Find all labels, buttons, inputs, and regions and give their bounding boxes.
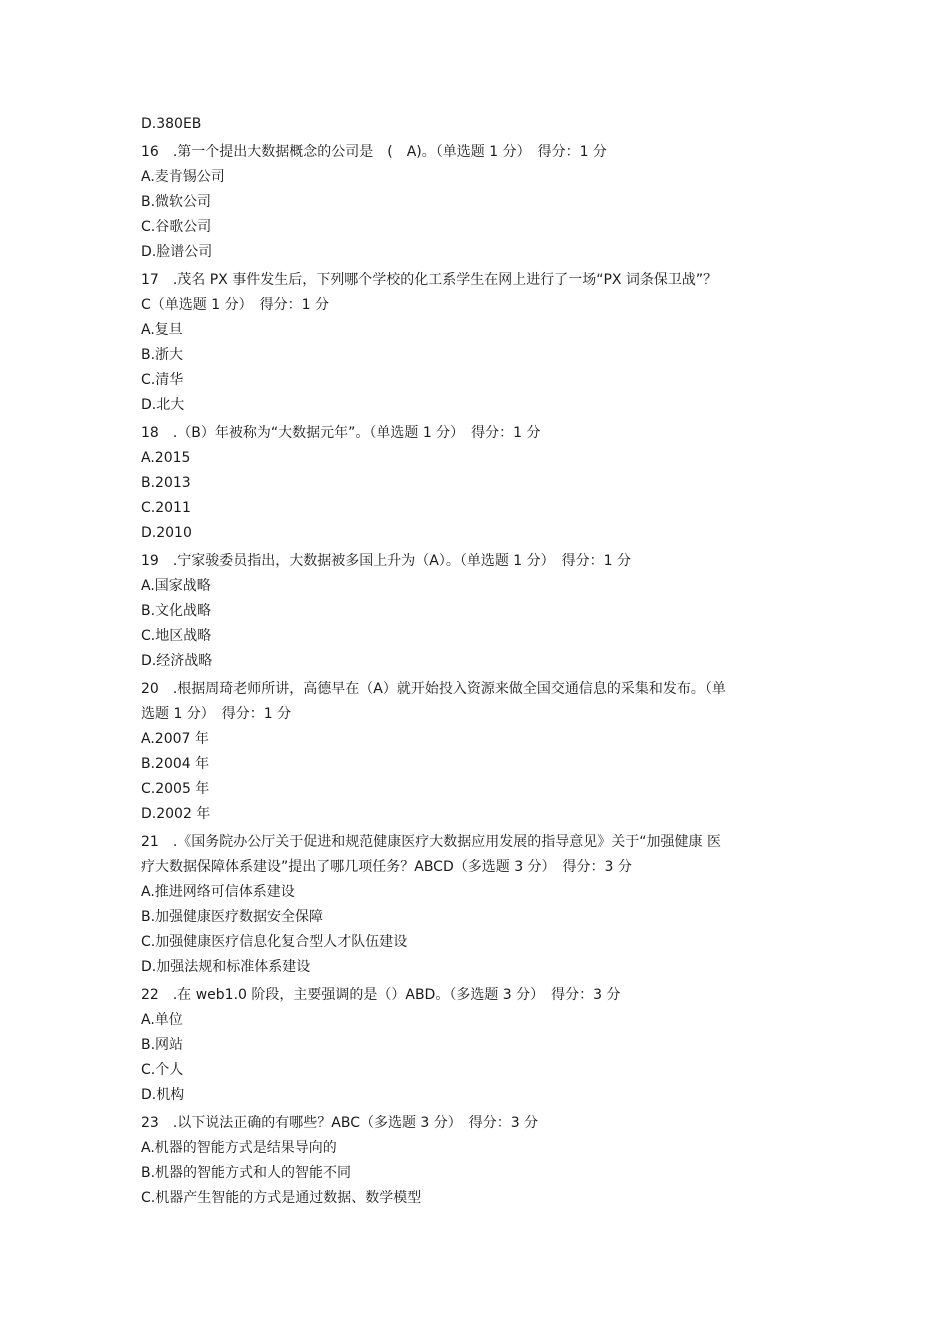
- option-line: B.浙大: [141, 347, 184, 363]
- question-continuation: 选题 1 分） 得分：1 分: [141, 706, 292, 722]
- option-line: A.麦肯锡公司: [141, 169, 225, 185]
- option-line: B.网站: [141, 1037, 184, 1053]
- option-line: D.加强法规和标准体系建设: [141, 959, 311, 975]
- option-line: A.国家战略: [141, 578, 211, 594]
- question-continuation: C（单选题 1 分） 得分：1 分: [141, 297, 329, 313]
- option-line: A.单位: [141, 1012, 183, 1028]
- option-line: C.机器产生智能的方式是通过数据、数学模型: [141, 1190, 422, 1206]
- option-line: B.2004 年: [141, 756, 210, 772]
- option-line: C.2011: [141, 500, 191, 516]
- option-line: B.机器的智能方式和人的智能不同: [141, 1165, 352, 1181]
- question-line: 17 .茂名 PX 事件发生后，下列哪个学校的化工系学生在网上进行了一场“PX 词条保卫战”？: [141, 272, 718, 288]
- option-line: D.2002 年: [141, 806, 211, 822]
- option-line: B.加强健康医疗数据安全保障: [141, 909, 324, 925]
- text-line: D.380EB: [141, 116, 202, 132]
- option-line: B.微软公司: [141, 194, 212, 210]
- question-continuation: 疗大数据保障体系建设”提出了哪几项任务？ABCD（多选题 3 分） 得分：3 分: [141, 859, 632, 875]
- option-line: A.2007 年: [141, 731, 209, 747]
- question-line: 22 .在 web1.0 阶段，主要强调的是（）ABD。（多选题 3 分） 得分：3 分: [141, 987, 621, 1003]
- option-line: B.2013: [141, 475, 191, 491]
- option-line: C.清华: [141, 372, 184, 388]
- question-line: 23 .以下说法正确的有哪些？ABC（多选题 3 分） 得分：3 分: [141, 1115, 539, 1131]
- option-line: A.推进网络可信体系建设: [141, 884, 295, 900]
- option-line: D.机构: [141, 1087, 185, 1103]
- option-line: D.经济战略: [141, 653, 213, 669]
- option-line: C.加强健康医疗信息化复合型人才队伍建设: [141, 934, 408, 950]
- question-line: 16 .第一个提出大数据概念的公司是 ( A)。（单选题 1 分） 得分：1 分: [141, 144, 607, 160]
- question-line: 19 .宁家骏委员指出，大数据被多国上升为（A）。（单选题 1 分） 得分：1 分: [141, 553, 632, 569]
- document-body: [141, 112, 815, 1211]
- option-line: B.文化战略: [141, 603, 212, 619]
- option-line: D.北大: [141, 397, 185, 413]
- question-line: 21 .《国务院办公厅关于促进和规范健康医疗大数据应用发展的指导意见》关于“加强健康 医: [141, 834, 721, 850]
- option-line: D.脸谱公司: [141, 244, 213, 260]
- option-line: C.个人: [141, 1062, 184, 1078]
- option-line: D.2010: [141, 525, 192, 541]
- option-line: A.机器的智能方式是结果导向的: [141, 1140, 337, 1156]
- option-line: C.2005 年: [141, 781, 210, 797]
- option-line: C.谷歌公司: [141, 219, 212, 235]
- question-line: 18 .（B）年被称为“大数据元年”。（单选题 1 分） 得分：1 分: [141, 425, 541, 441]
- option-line: C.地区战略: [141, 628, 212, 644]
- option-line: A.2015: [141, 450, 191, 466]
- option-line: A.复旦: [141, 322, 183, 338]
- question-line: 20 .根据周琦老师所讲，高德早在（A）就开始投入资源来做全国交通信息的采集和发布。（单: [141, 681, 726, 697]
